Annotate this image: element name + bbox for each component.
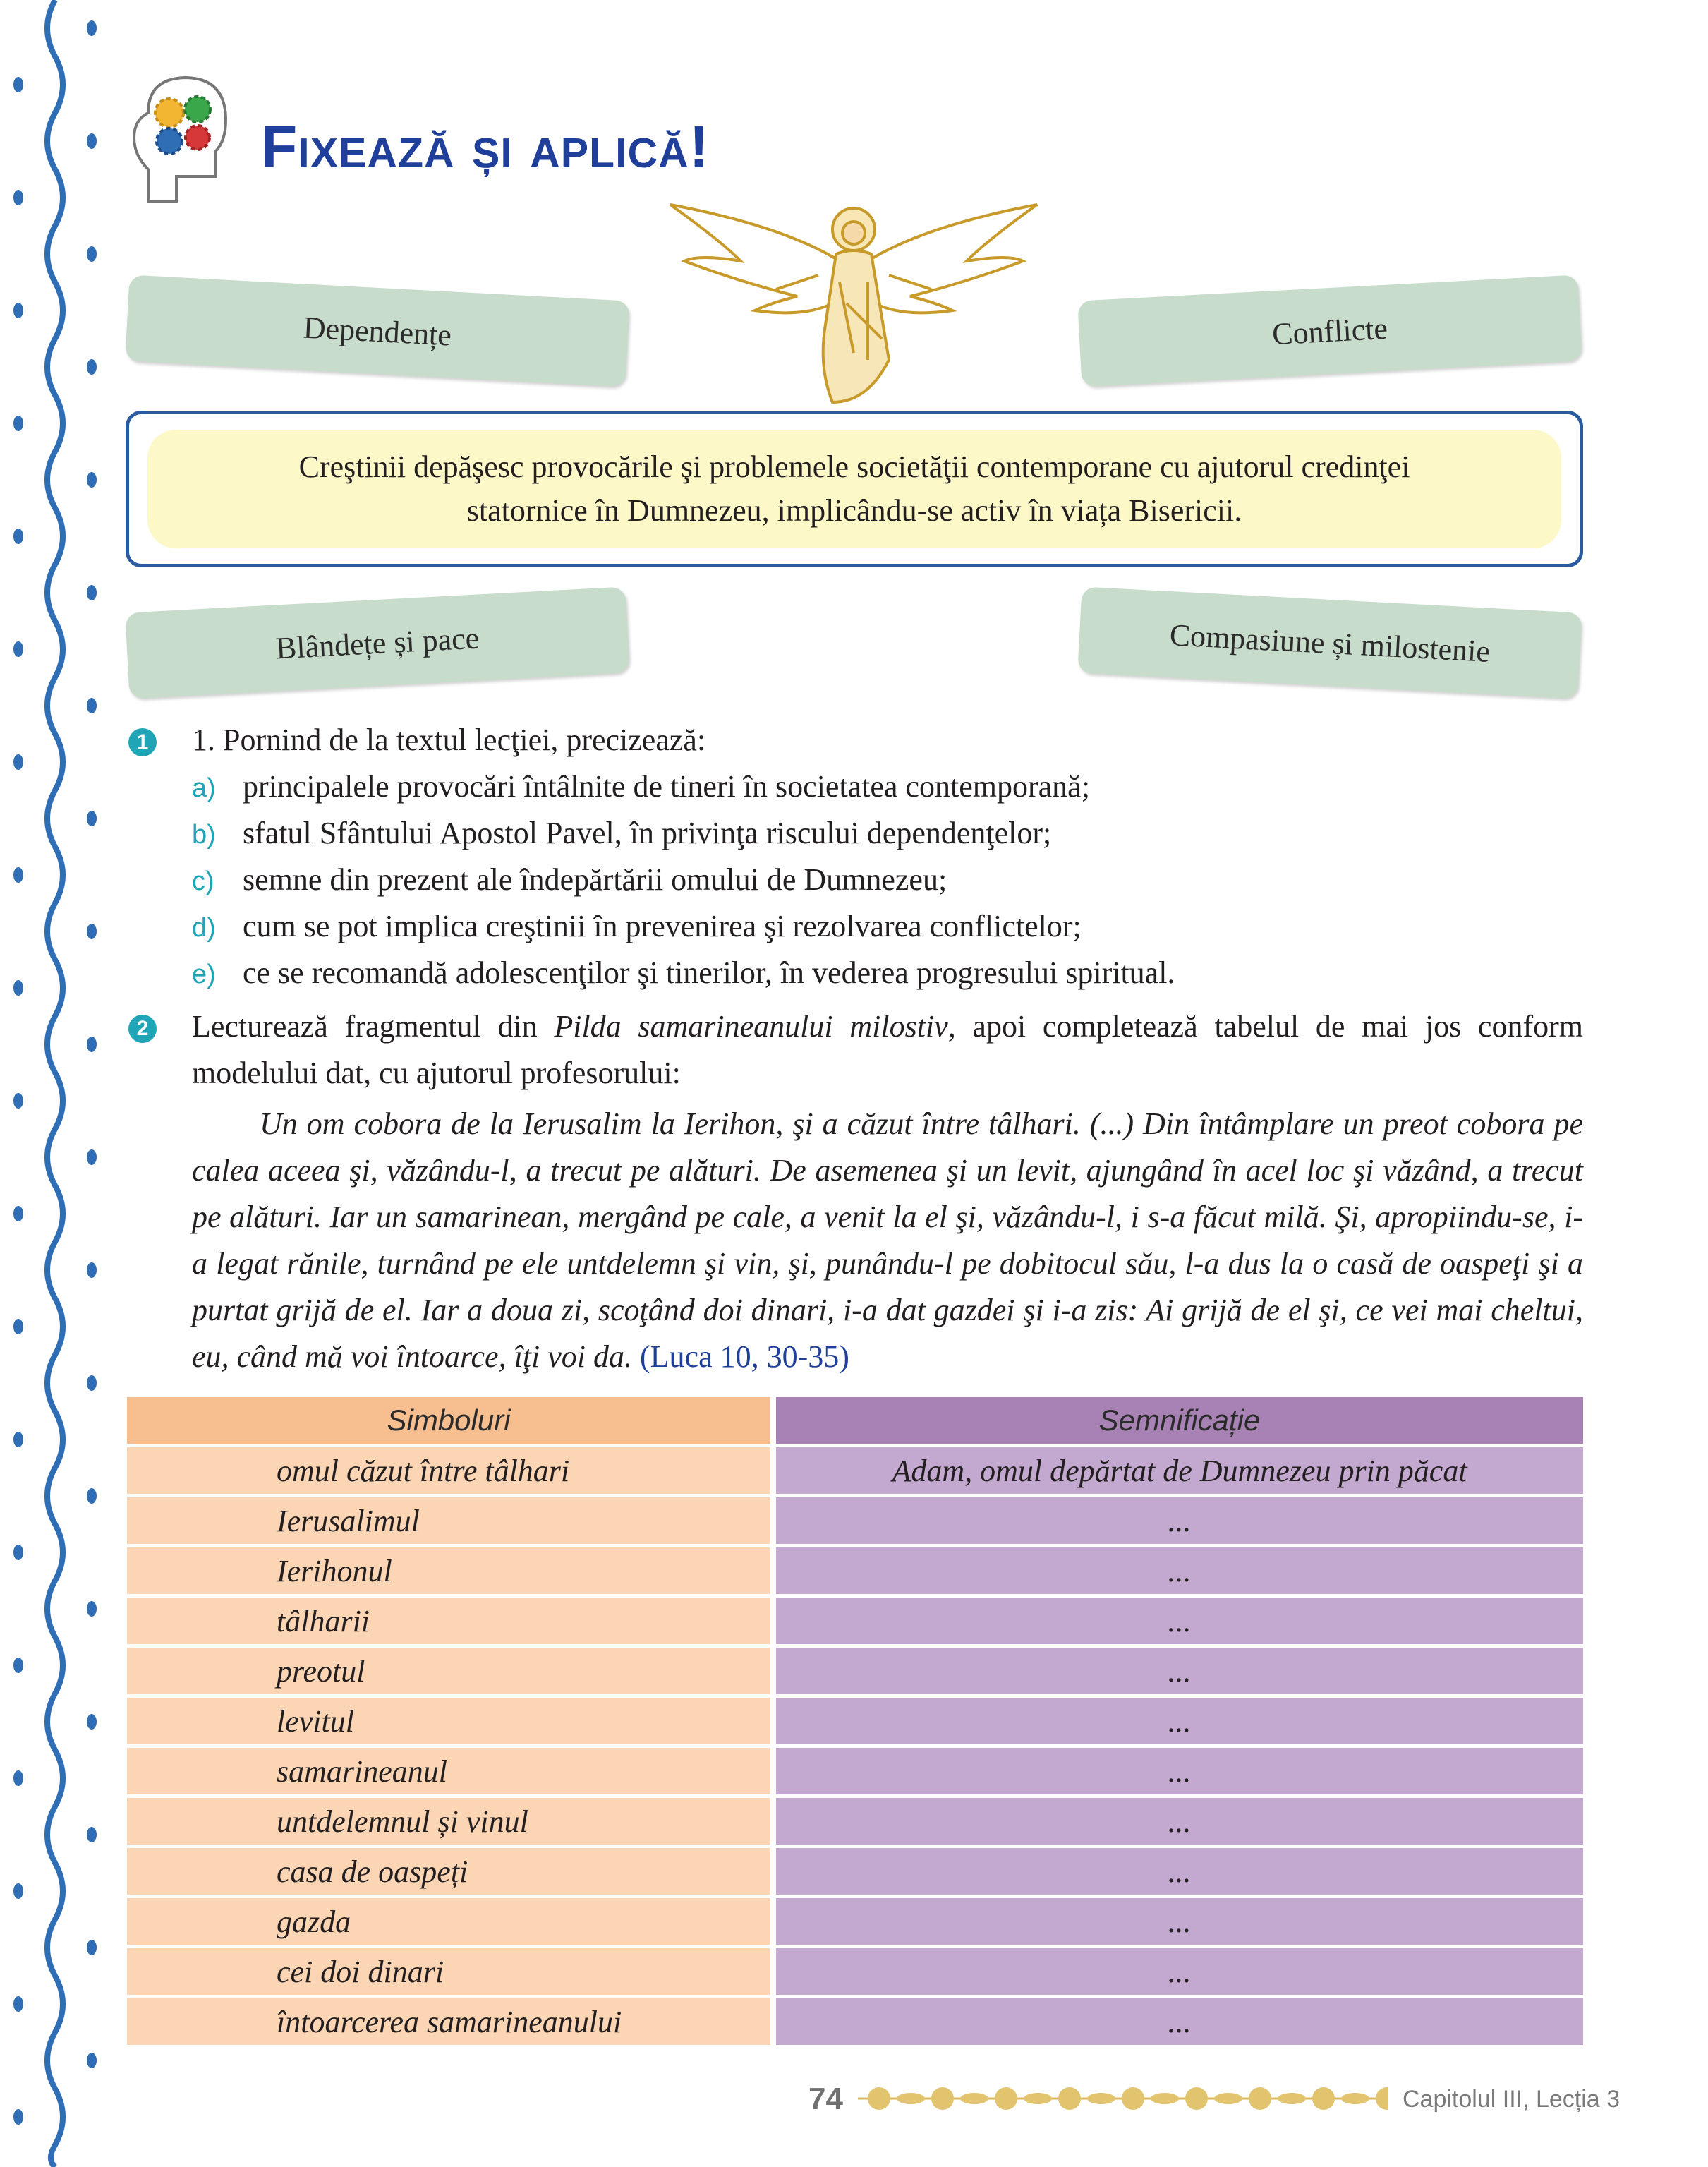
symbol-cell: casa de oaspeți xyxy=(127,1848,776,1895)
decorative-border xyxy=(0,0,106,2167)
item-text: ce se recomandă adolescenţilor şi tinerilor, în vederea progresului spiritual. xyxy=(243,955,1175,990)
table-body xyxy=(127,1447,1583,2045)
table-row xyxy=(127,1748,1583,1794)
border-leaf xyxy=(13,1996,23,2012)
border-leaf xyxy=(87,246,97,262)
ornament-leaf xyxy=(1024,2093,1052,2104)
border-leaf xyxy=(13,190,23,205)
meaning-cell: ... xyxy=(776,1497,1583,1544)
item-text: semne din prezent ale îndepărtării omului de Dumnezeu; xyxy=(243,862,947,897)
symbol-cell: întoarcerea samarineanului xyxy=(127,1998,776,2045)
ornament-leaf xyxy=(1341,2093,1369,2104)
table-row xyxy=(127,1998,1583,2045)
table-row xyxy=(127,1848,1583,1895)
exercise-2-badge: 2 xyxy=(128,1015,157,1043)
border-leaf xyxy=(13,980,23,996)
ornament-leaf xyxy=(1278,2093,1306,2104)
item-letter: d) xyxy=(192,913,216,943)
page-number: 74 xyxy=(808,2082,843,2116)
border-leaf xyxy=(13,1432,23,1447)
border-leaf xyxy=(13,529,23,544)
border-leaf xyxy=(13,641,23,657)
table-row xyxy=(127,1698,1583,1744)
bible-reference: (Luca 10, 30-35) xyxy=(640,1339,849,1374)
symbol-cell: levitul xyxy=(127,1698,776,1744)
message-panel xyxy=(147,430,1561,548)
ornament-leaf xyxy=(1087,2093,1115,2104)
symbol-cell: untdelemnul și vinul xyxy=(127,1798,776,1845)
meaning-cell: ... xyxy=(776,1998,1583,2045)
meaning-cell: ... xyxy=(776,1648,1583,1694)
parable-quote xyxy=(192,1101,1583,1380)
border-leaf xyxy=(13,1545,23,1560)
border-leaf xyxy=(87,585,97,600)
item-letter: e) xyxy=(192,960,216,989)
message-box xyxy=(126,411,1583,567)
border-leaf xyxy=(87,1375,97,1391)
border-leaf xyxy=(87,1827,97,1842)
exercise-2-text-after: , apoi completează tabelul de mai jos conform modelului dat, cu ajutorul profesorului: xyxy=(192,1009,1583,1090)
table-row xyxy=(127,1497,1583,1544)
border-leaf xyxy=(13,754,23,770)
meaning-cell: ... xyxy=(776,1948,1583,1995)
meaning-cell: ... xyxy=(776,1798,1583,1845)
exercise-2-text-before: Lecturează fragmentul din xyxy=(192,1009,555,1044)
exercise-1-intro: 1. Pornind de la textul lecţiei, precizează: xyxy=(192,723,706,757)
border-leaf xyxy=(13,1093,23,1109)
ornament-flower xyxy=(1249,2087,1271,2110)
ornament-flower xyxy=(931,2087,954,2110)
exercise-1-item xyxy=(192,903,1082,951)
tag-conflicte: Conflicte xyxy=(1077,275,1582,387)
ornament-flower xyxy=(1185,2087,1208,2110)
table-row xyxy=(127,1948,1583,1995)
border-leaf xyxy=(13,867,23,883)
border-leaf xyxy=(87,811,97,826)
border-leaf xyxy=(13,1883,23,1899)
table-row xyxy=(127,1547,1583,1594)
tag-compasiune: Compasiune și milostenie xyxy=(1077,587,1582,699)
border-leaf xyxy=(13,416,23,431)
table-row xyxy=(127,1447,1583,1494)
symbols-table xyxy=(127,1394,1583,2048)
table-row xyxy=(127,1898,1583,1945)
border-leaf xyxy=(13,2109,23,2125)
border-leaf xyxy=(87,1149,97,1165)
ornament-leaf xyxy=(1151,2093,1179,2104)
border-leaf xyxy=(87,2053,97,2068)
border-leaf xyxy=(87,133,97,149)
brain-gears-icon xyxy=(120,71,233,205)
symbol-cell: gazda xyxy=(127,1898,776,1945)
symbol-cell: omul căzut între tâlhari xyxy=(127,1447,776,1494)
table-row xyxy=(127,1598,1583,1644)
border-leaf xyxy=(13,1206,23,1221)
border-leaf xyxy=(87,1262,97,1278)
border-leaf xyxy=(13,1319,23,1334)
ornament-flower xyxy=(995,2087,1017,2110)
ornament-flower xyxy=(1312,2087,1335,2110)
border-leaf xyxy=(87,20,97,36)
exercise-1-item xyxy=(192,763,1090,811)
ornament-flower xyxy=(1376,2087,1388,2110)
border-leaf xyxy=(87,924,97,939)
exercise-2-instructions xyxy=(192,1003,1583,1097)
chapter-label: Capitolul III, Lecția 3 xyxy=(1403,2086,1621,2113)
symbol-cell: cei doi dinari xyxy=(127,1948,776,1995)
meaning-cell: ... xyxy=(776,1898,1583,1945)
page-title: Fixează și aplică! xyxy=(261,114,710,180)
meaning-cell: ... xyxy=(776,1698,1583,1744)
ornament-flower xyxy=(1058,2087,1081,2110)
tag-dependente: Dependențe xyxy=(125,275,629,387)
border-leaf xyxy=(87,1940,97,1955)
meaning-cell: Adam, omul depărtat de Dumnezeu prin păcat xyxy=(776,1447,1583,1494)
ornament-leaf xyxy=(1214,2093,1242,2104)
ornament-leaf xyxy=(897,2093,925,2104)
symbol-cell: Ierusalimul xyxy=(127,1497,776,1544)
exercise-2-parable-title: Pilda samarineanului milostiv xyxy=(554,1009,948,1044)
angel-icon xyxy=(656,198,1051,409)
symbol-cell: tâlharii xyxy=(127,1598,776,1644)
meaning-cell: ... xyxy=(776,1748,1583,1794)
meaning-cell: ... xyxy=(776,1547,1583,1594)
floral-ornament-icon xyxy=(858,2075,1388,2120)
meaning-cell: ... xyxy=(776,1598,1583,1644)
border-leaf xyxy=(87,1601,97,1617)
message-text: Creştinii depăşesc provocările şi problemele societăţii contemporane cu ajutorul credinţei statornice în Dumnezeu, implicându-se activ în viața Bisericii. xyxy=(298,449,1410,528)
quote-body: Un om cobora de la Ierusalim la Ierihon, şi a căzut între tâlhari. (...) Din întâmplare un preot cobora pe calea aceea şi, văzându-l, a trecut pe alături. De asemenea şi un levit, ajungând în acel loc şi văzând, a trecut pe alături. Iar un samarinean, mergând pe cale, a venit la el şi, văzându-l, i s-a făcut milă. Şi, apropiindu-se, i-a legat rănile, turnând pe ele untdelemn şi vin, şi, punându-l pe dobitocul său, l-a dus la o casă de oaspeţi şi a purtat grijă de el. Iar a doua zi, scoţând doi dinari, i-a dat gazdei şi i-a zis: Ai grijă de el şi, ce vei mai cheltui, eu, când mă voi întoarce, îţi voi da. xyxy=(192,1106,1583,1374)
item-text: principalele provocări întâlnite de tineri în societatea contemporană; xyxy=(243,769,1090,804)
item-letter: b) xyxy=(192,820,216,850)
border-leaf xyxy=(87,1037,97,1052)
border-leaf xyxy=(87,1714,97,1730)
border-leaf xyxy=(87,698,97,713)
tag-blandete: Blândețe și pace xyxy=(125,587,629,699)
header-semnificatie: Semnificație xyxy=(776,1397,1583,1444)
item-text: sfatul Sfântului Apostol Pavel, în privinţa riscului dependenţelor; xyxy=(243,816,1052,850)
border-leaf xyxy=(13,77,23,92)
symbol-cell: samarineanul xyxy=(127,1748,776,1794)
border-leaf xyxy=(13,303,23,318)
table-header-row xyxy=(127,1397,1583,1444)
meaning-cell: ... xyxy=(776,1848,1583,1895)
border-leaf xyxy=(87,1488,97,1504)
border-leaf xyxy=(13,1770,23,1786)
ornament-flower xyxy=(868,2087,890,2110)
exercise-1-item xyxy=(192,857,947,905)
table-row xyxy=(127,1798,1583,1845)
symbol-cell: preotul xyxy=(127,1648,776,1694)
exercise-1-item xyxy=(192,810,1051,858)
border-leaf xyxy=(87,472,97,488)
symbol-cell: Ierihonul xyxy=(127,1547,776,1594)
border-leaf xyxy=(87,359,97,375)
border-leaf xyxy=(13,1658,23,1673)
ornament-flower xyxy=(1122,2087,1144,2110)
item-letter: a) xyxy=(192,773,216,803)
exercise-1-item xyxy=(192,950,1175,998)
exercise-1-badge: 1 xyxy=(128,728,157,756)
ornament-leaf xyxy=(960,2093,988,2104)
item-text: cum se pot implica creştinii în prevenirea şi rezolvarea conflictelor; xyxy=(243,909,1082,943)
header-simboluri: Simboluri xyxy=(127,1397,776,1444)
table-row xyxy=(127,1648,1583,1694)
item-letter: c) xyxy=(192,867,214,896)
